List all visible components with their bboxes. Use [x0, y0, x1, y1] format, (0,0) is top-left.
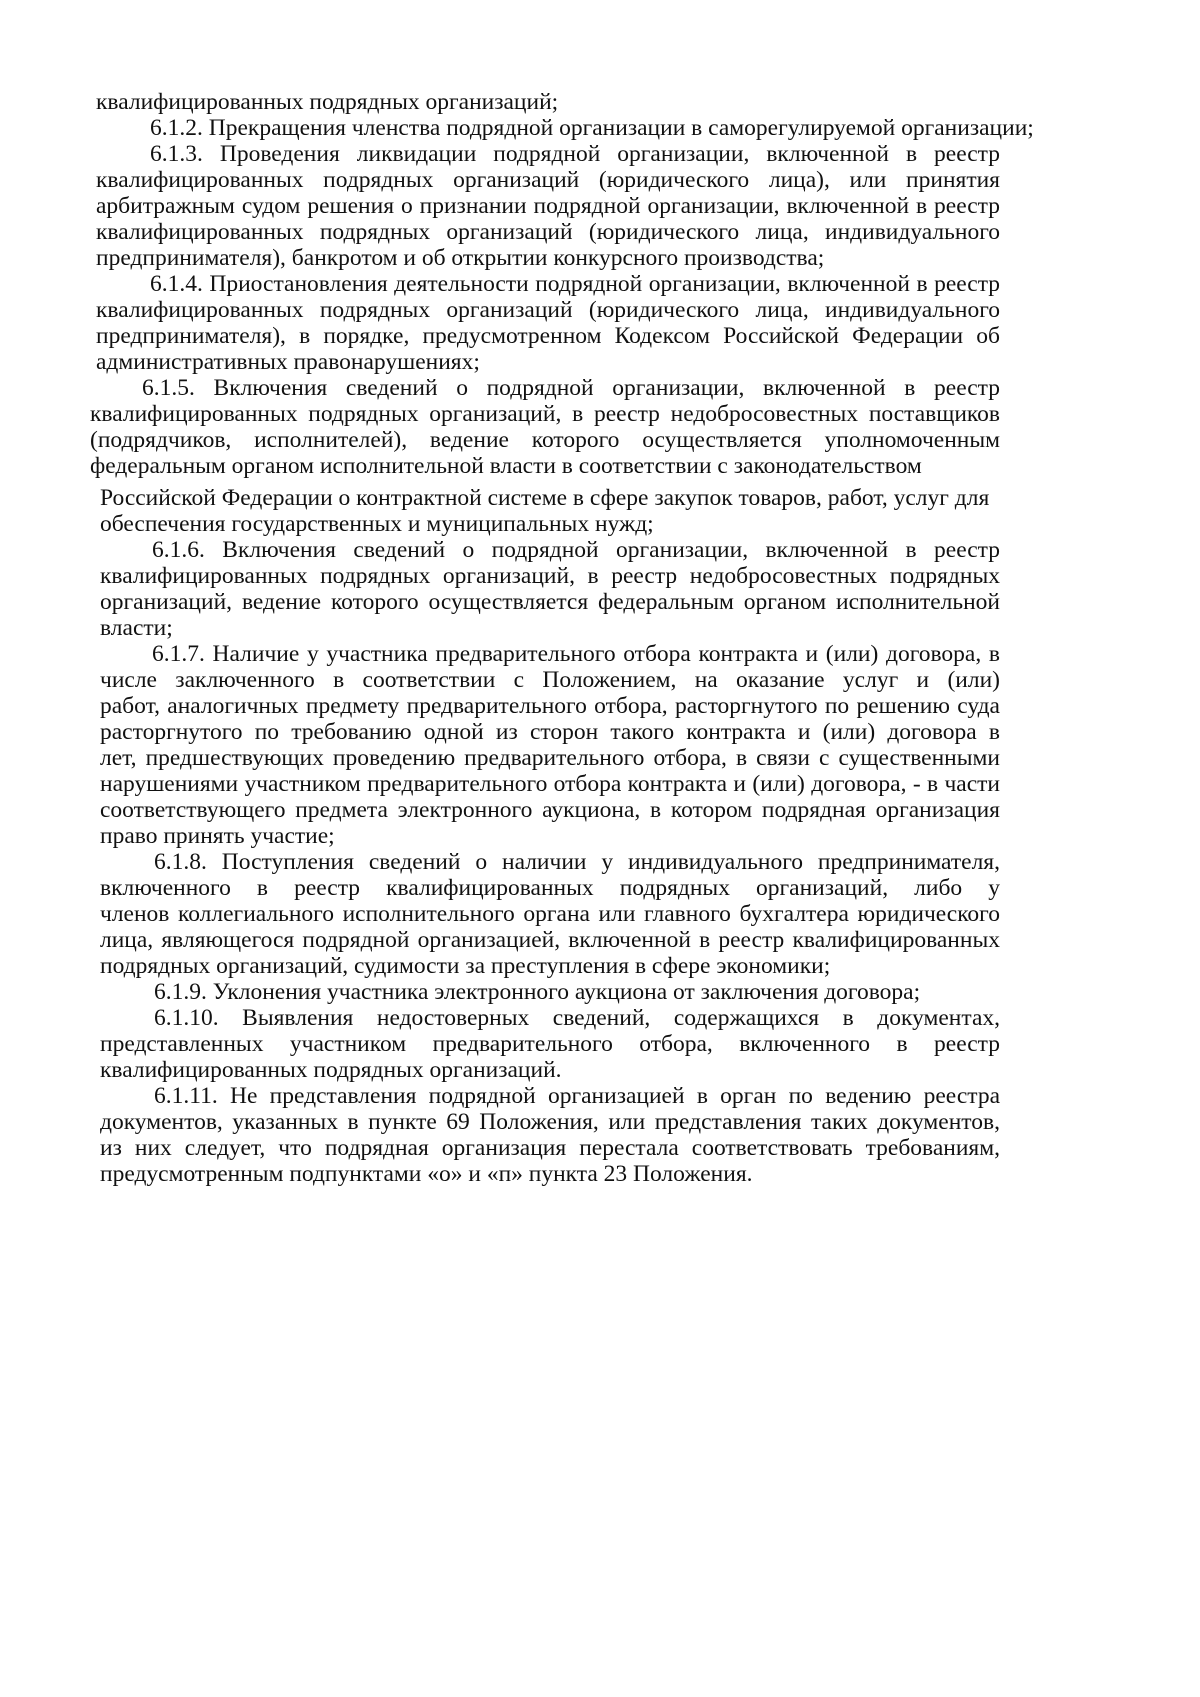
text-line: лица, являющегося подрядной организацией, включенной в реестр квалифицированных [100, 927, 1000, 953]
text-line: предусмотренным подпунктами «о» и «п» пункта 23 Положения. [100, 1161, 753, 1187]
text-line: числе заключенного в соответствии с Положением, на оказание услуг и (или) [100, 667, 1000, 693]
text-line: обеспечения государственных и муниципальных нужд; [100, 511, 654, 537]
text-line: из них следует, что подрядная организация перестала соответствовать требованиям, [100, 1135, 1000, 1161]
text-line: квалифицированных подрядных организаций (юридического лица, индивидуального [96, 297, 1000, 323]
text-line: 6.1.6. Включения сведений о подрядной организации, включенной в реестр [152, 537, 1000, 563]
text-line: квалифицированных подрядных организаций; [96, 89, 559, 115]
text-line: расторгнутого по требованию одной из сторон такого контракта и (или) договора в [100, 719, 1000, 745]
text-line: 6.1.10. Выявления недостоверных сведений, содержащихся в документах, [154, 1005, 1000, 1031]
text-line: 6.1.9. Уклонения участника электронного аукциона от заключения договора; [154, 979, 921, 1005]
text-line: предпринимателя), в порядке, предусмотренном Кодексом Российской Федерации об [96, 323, 1000, 349]
text-line: предпринимателя), банкротом и об открытии конкурсного производства; [96, 245, 825, 271]
text-line: квалифицированных подрядных организаций. [100, 1057, 562, 1083]
text-line: организаций, ведение которого осуществляется федеральным органом исполнительной [100, 589, 1000, 615]
text-line: власти; [100, 615, 173, 641]
text-line: лет, предшествующих проведению предварительного отбора, в связи с существенными [100, 745, 1000, 771]
text-line: квалифицированных подрядных организаций, в реестр недобросовестных поставщиков [90, 401, 1000, 427]
text-line: право принять участие; [100, 823, 335, 849]
text-line: включенного в реестр квалифицированных подрядных организаций, либо у [100, 875, 1000, 901]
text-line: документов, указанных в пункте 69 Положения, или представления таких документов, [100, 1109, 1000, 1135]
text-line: федеральным органом исполнительной власти в соответствии с законодательством [90, 453, 922, 479]
text-line: подрядных организаций, судимости за преступления в сфере экономики; [100, 953, 831, 979]
text-line: квалифицированных подрядных организаций (юридического лица, индивидуального [96, 219, 1000, 245]
text-line: нарушениями участником предварительного отбора контракта и (или) договора, - в части [100, 771, 1000, 797]
text-line: 6.1.2. Прекращения членства подрядной организации в саморегулируемой организации; [150, 115, 1034, 141]
text-line: членов коллегиального исполнительного органа или главного бухгалтера юридического [100, 901, 1000, 927]
text-line: 6.1.3. Проведения ликвидации подрядной организации, включенной в реестр [150, 141, 1000, 167]
text-line: соответствующего предмета электронного аукциона, в котором подрядная организация [100, 797, 1000, 823]
text-line: 6.1.5. Включения сведений о подрядной организации, включенной в реестр [142, 375, 1000, 401]
text-line: 6.1.7. Наличие у участника предварительного отбора контракта и (или) договора, в [152, 641, 1000, 667]
text-line: арбитражным судом решения о признании подрядной организации, включенной в реестр [96, 193, 1000, 219]
text-line: 6.1.4. Приостановления деятельности подрядной организации, включенной в реестр [150, 271, 1000, 297]
text-line: работ, аналогичных предмету предварительного отбора, расторгнутого по решению суда [100, 693, 1000, 719]
text-line: квалифицированных подрядных организаций (юридического лица), или принятия [96, 167, 1000, 193]
text-line: (подрядчиков, исполнителей), ведение которого осуществляется уполномоченным [90, 427, 1000, 453]
text-line: Российской Федерации о контрактной системе в сфере закупок товаров, работ, услуг для [100, 485, 990, 511]
text-line: квалифицированных подрядных организаций, в реестр недобросовестных подрядных [100, 563, 1000, 589]
text-line: представленных участником предварительного отбора, включенного в реестр [100, 1031, 1000, 1057]
text-line: административных правонарушениях; [96, 349, 480, 375]
text-line: 6.1.11. Не представления подрядной организацией в орган по ведению реестра [154, 1083, 1000, 1109]
text-line: 6.1.8. Поступления сведений о наличии у индивидуального предпринимателя, [154, 849, 1000, 875]
